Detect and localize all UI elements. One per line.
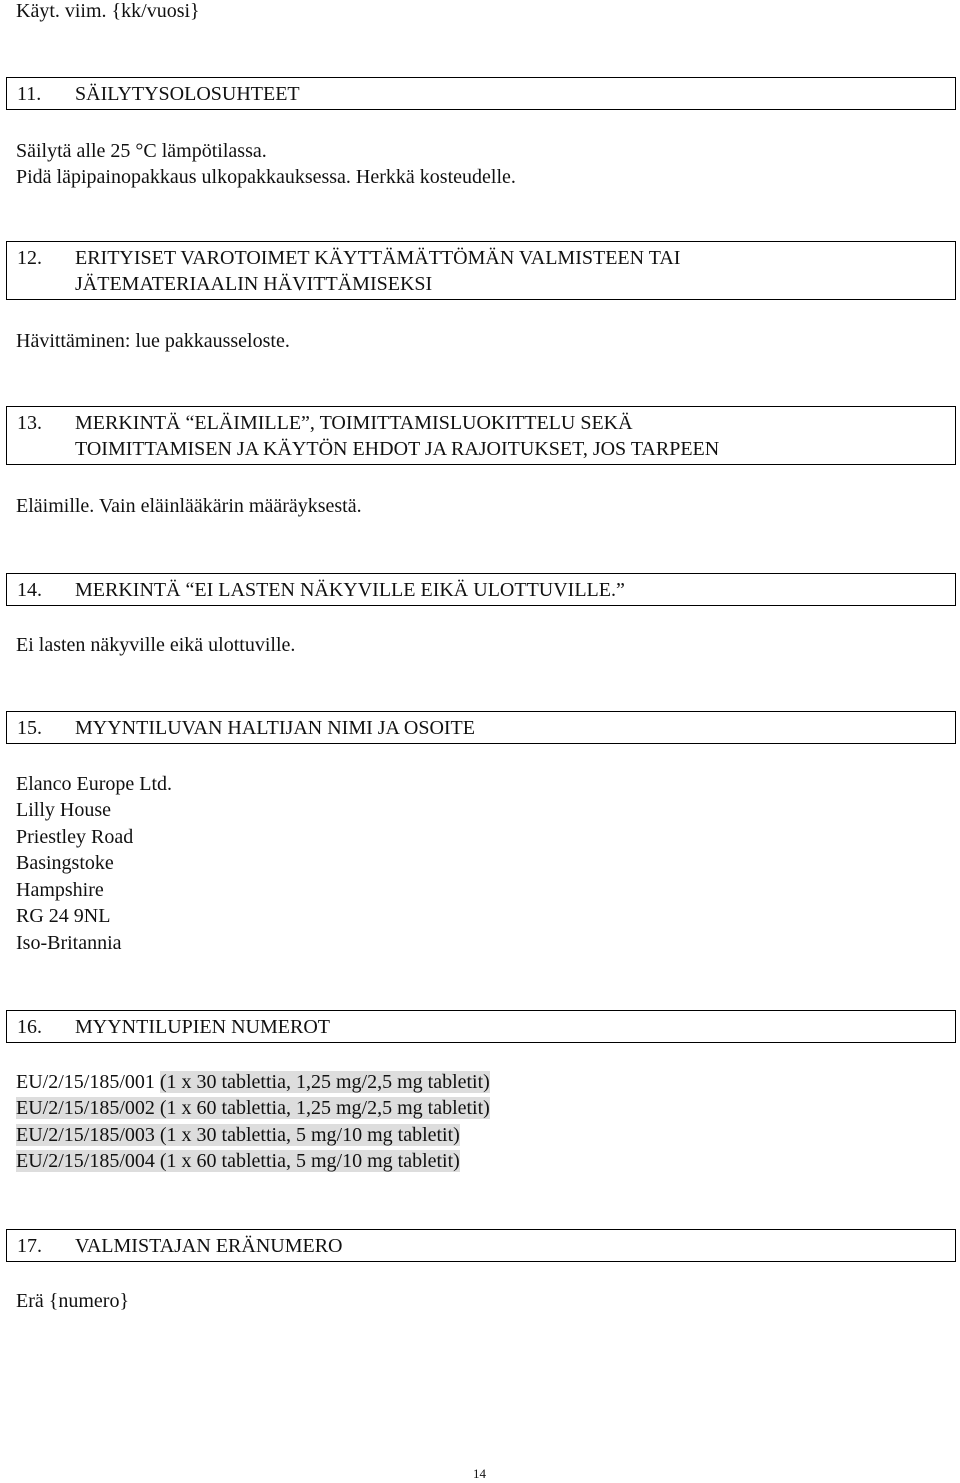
section-number: 14.: [17, 579, 42, 601]
holder-address-line: Priestley Road: [16, 826, 134, 848]
authorisation-number-row: [16, 1069, 490, 1095]
section-14-header: [6, 573, 956, 606]
holder-address-line: Lilly House: [16, 799, 111, 821]
holder-address-line: Basingstoke: [16, 852, 114, 874]
holder-address-line: RG 24 9NL: [16, 905, 111, 927]
authorisation-entry: [16, 1097, 490, 1119]
section-title: MYYNTILUVAN HALTIJAN NIMI JA OSOITE: [75, 717, 475, 739]
authorisation-description: (1 x 30 tablettia, 1,25 mg/2,5 mg tabletit): [159, 1071, 490, 1093]
section-number: 15.: [17, 717, 42, 739]
authorisation-entry: [16, 1150, 460, 1172]
authorisation-description: (1 x 60 tablettia, 5 mg/10 mg tabletit): [159, 1150, 460, 1172]
children-warning-text: Ei lasten näkyville eikä ulottuville.: [16, 634, 296, 656]
authorisation-number-row: [16, 1122, 460, 1148]
expiry-line: Käyt. viim. {kk/vuosi}: [16, 0, 200, 22]
holder-name: Elanco Europe Ltd.: [16, 773, 173, 795]
section-title-line-2: JÄTEMATERIAALIN HÄVITTÄMISEKSI: [75, 273, 433, 295]
batch-number-text: Erä {numero}: [16, 1290, 130, 1312]
authorisation-number-row: [16, 1148, 460, 1174]
storage-line-1: Säilytä alle 25 °C lämpötilassa.: [16, 140, 267, 162]
section-title: SÄILYTYSOLOSUHTEET: [75, 83, 300, 105]
authorisation-code: EU/2/15/185/001: [16, 1071, 155, 1093]
section-title: VALMISTAJAN ERÄNUMERO: [75, 1235, 343, 1257]
section-title-line-1: MERKINTÄ “ELÄIMILLE”, TOIMITTAMISLUOKITTELU SEKÄ: [75, 412, 633, 434]
section-title-line-2: TOIMITTAMISEN JA KÄYTÖN EHDOT JA RAJOITUKSET, JOS TARPEEN: [75, 438, 720, 460]
animals-text: Eläimille. Vain eläinlääkärin määräyksestä.: [16, 495, 362, 517]
section-number: 16.: [17, 1016, 42, 1038]
section-title: MERKINTÄ “EI LASTEN NÄKYVILLE EIKÄ ULOTTUVILLE.”: [75, 579, 625, 601]
holder-country: Iso-Britannia: [16, 932, 122, 954]
page-number: 14: [473, 1466, 486, 1481]
section-number: 12.: [17, 247, 42, 269]
section-11-header: [6, 77, 956, 110]
section-16-header: [6, 1010, 956, 1043]
section-number: 17.: [17, 1235, 42, 1257]
authorisation-entry: [16, 1124, 460, 1146]
section-13-header: [6, 406, 956, 465]
section-15-header: [6, 711, 956, 744]
authorisation-description: (1 x 60 tablettia, 1,25 mg/2,5 mg tabletit): [159, 1097, 490, 1119]
disposal-text: Hävittäminen: lue pakkausseloste.: [16, 330, 290, 352]
section-number: 11.: [17, 83, 42, 105]
section-12-header: [6, 241, 956, 300]
section-17-header: [6, 1229, 956, 1262]
authorisation-code: EU/2/15/185/003: [16, 1124, 155, 1146]
authorisation-code: EU/2/15/185/004: [16, 1150, 155, 1172]
section-title: MYYNTILUPIEN NUMEROT: [75, 1016, 330, 1038]
section-number: 13.: [17, 412, 42, 434]
authorisation-code: EU/2/15/185/002: [16, 1097, 155, 1119]
authorisation-number-row: [16, 1095, 490, 1121]
holder-address-line: Hampshire: [16, 879, 104, 901]
authorisation-description: (1 x 30 tablettia, 5 mg/10 mg tabletit): [159, 1124, 460, 1146]
storage-line-2: Pidä läpipainopakkaus ulkopakkauksessa. Herkkä kosteudelle.: [16, 166, 516, 188]
section-title: [75, 410, 719, 462]
section-title: [75, 245, 680, 297]
section-title-line-1: ERITYISET VAROTOIMET KÄYTTÄMÄTTÖMÄN VALMISTEEN TAI: [75, 247, 681, 269]
